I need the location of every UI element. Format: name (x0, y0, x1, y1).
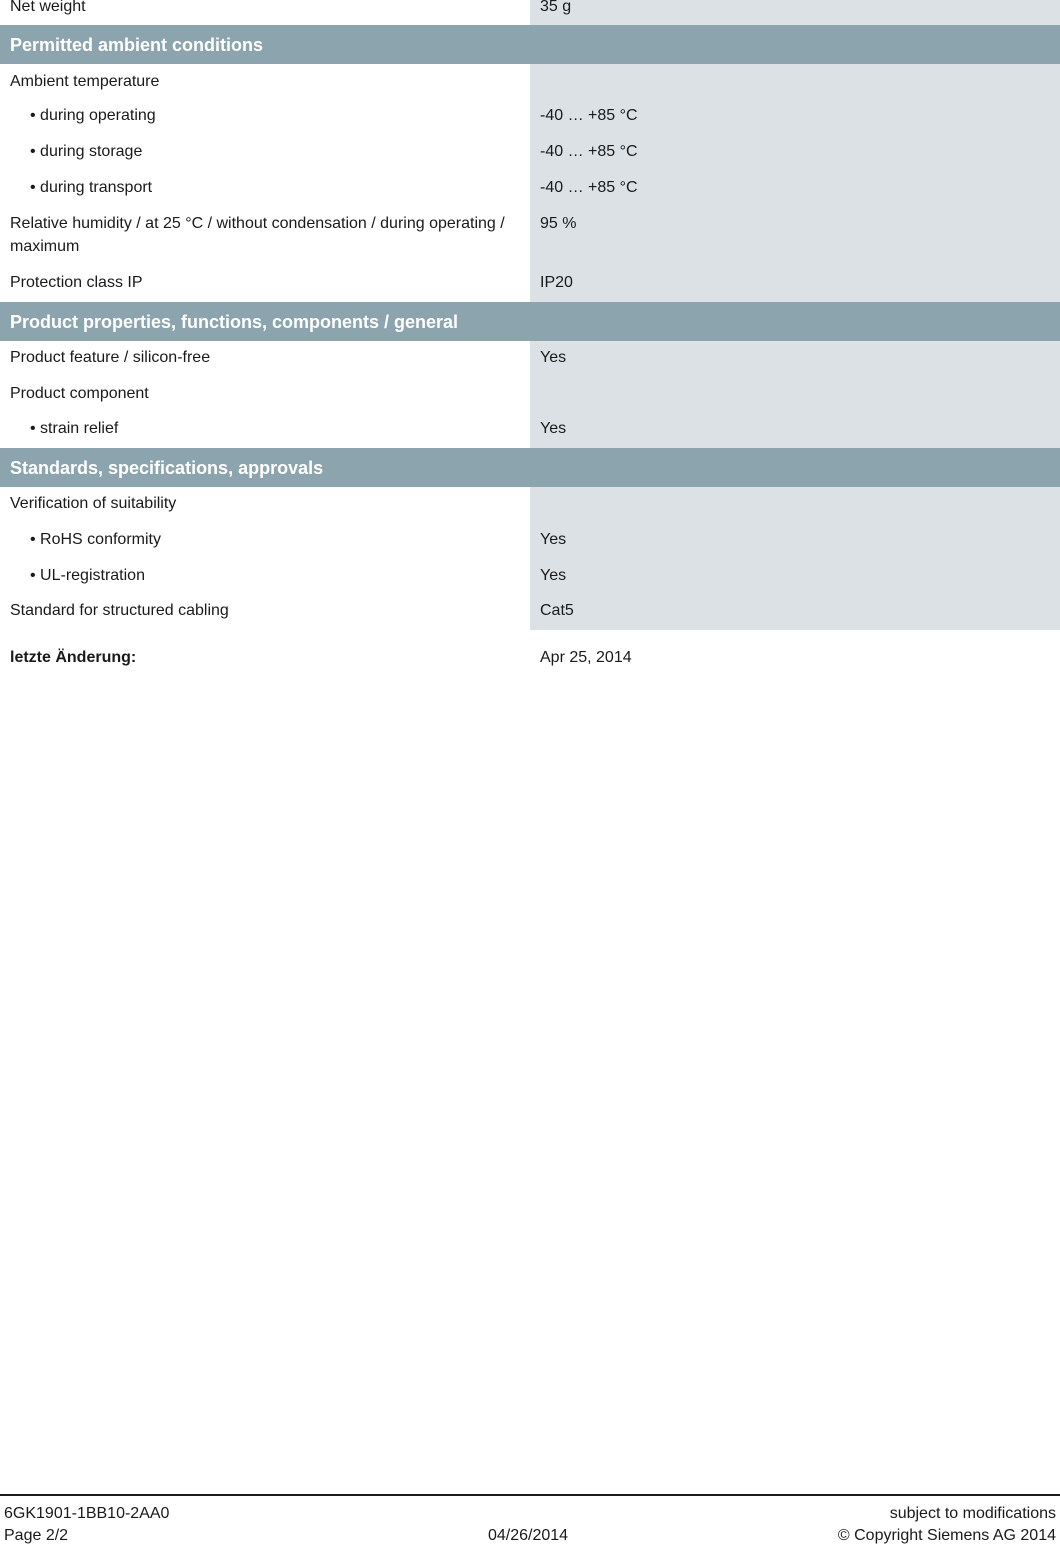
section-header (0, 25, 1060, 64)
spec-value: Yes (540, 531, 567, 548)
section-title: Standards, specifications, approvals (10, 458, 324, 478)
spec-value-cell (530, 594, 1060, 630)
spec-row (0, 377, 1060, 412)
spec-value: Yes (540, 420, 567, 437)
section-header (0, 448, 1060, 487)
footer-note: subject to modifications (889, 1505, 1056, 1522)
spec-label: Standard for structured cabling (10, 602, 229, 619)
spec-row (0, 64, 1060, 99)
spec-label: Relative humidity / at 25 °C / without condensation / during operating / maximum (10, 215, 505, 255)
spec-value-cell (530, 341, 1060, 377)
spec-label: • UL-registration (30, 567, 145, 584)
spec-value: -40 … +85 °C (540, 107, 638, 124)
spec-label: • during operating (30, 107, 156, 124)
section-header (0, 302, 1060, 341)
spec-value: IP20 (540, 274, 573, 291)
spec-value: Yes (540, 349, 567, 366)
spec-value-cell (530, 487, 1060, 523)
spec-value-cell (530, 377, 1060, 412)
spec-value: Yes (540, 567, 567, 584)
spec-label: • RoHS conformity (30, 531, 161, 548)
last-change-row (0, 646, 1060, 670)
spec-row (0, 207, 1060, 266)
footer-divider (0, 1494, 1060, 1496)
spec-value: 95 % (540, 215, 577, 232)
spec-value-cell (530, 266, 1060, 302)
spec-value: Cat5 (540, 602, 574, 619)
spec-row (0, 523, 1060, 559)
footer-article-number: 6GK1901-1BB10-2AA0 (4, 1505, 170, 1522)
last-change-label: letzte Änderung: (10, 649, 137, 666)
spec-row (0, 266, 1060, 302)
spec-row (0, 135, 1060, 171)
spec-value-cell (530, 135, 1060, 171)
spec-row (0, 341, 1060, 377)
spec-value-cell (530, 99, 1060, 135)
spec-label: • during transport (30, 179, 153, 196)
spec-label: Product component (10, 385, 149, 402)
footer-copyright: © Copyright Siemens AG 2014 (837, 1527, 1056, 1544)
spec-value-cell (530, 0, 1060, 25)
last-change-value: Apr 25, 2014 (540, 649, 632, 666)
spec-label: • during storage (30, 143, 143, 160)
spec-value: 35 g (540, 0, 572, 15)
spec-value-cell (530, 207, 1060, 266)
spec-row (0, 412, 1060, 448)
spec-value-cell (530, 559, 1060, 594)
spec-row (0, 171, 1060, 207)
spec-label: Net weight (10, 0, 86, 15)
spec-label: Ambient temperature (10, 73, 160, 90)
spec-value: -40 … +85 °C (540, 143, 638, 160)
spec-value-cell (530, 171, 1060, 207)
spec-row (0, 559, 1060, 594)
spec-row (0, 594, 1060, 630)
section-title: Product properties, functions, components / general (10, 312, 459, 332)
footer-date: 04/26/2014 (488, 1527, 569, 1544)
spec-label: Product feature / silicon-free (10, 349, 211, 366)
section-title: Permitted ambient conditions (10, 35, 264, 55)
spec-row (0, 99, 1060, 135)
spec-value-cell (530, 64, 1060, 99)
spec-row (0, 487, 1060, 523)
spec-row (0, 0, 1060, 25)
spec-value-cell (530, 523, 1060, 559)
spec-value-cell (530, 412, 1060, 448)
spec-label: Verification of suitability (10, 495, 177, 512)
spec-label: Protection class IP (10, 274, 143, 291)
footer-page-number: Page 2/2 (4, 1527, 69, 1544)
spec-label: • strain relief (30, 420, 119, 437)
spec-value: -40 … +85 °C (540, 179, 638, 196)
